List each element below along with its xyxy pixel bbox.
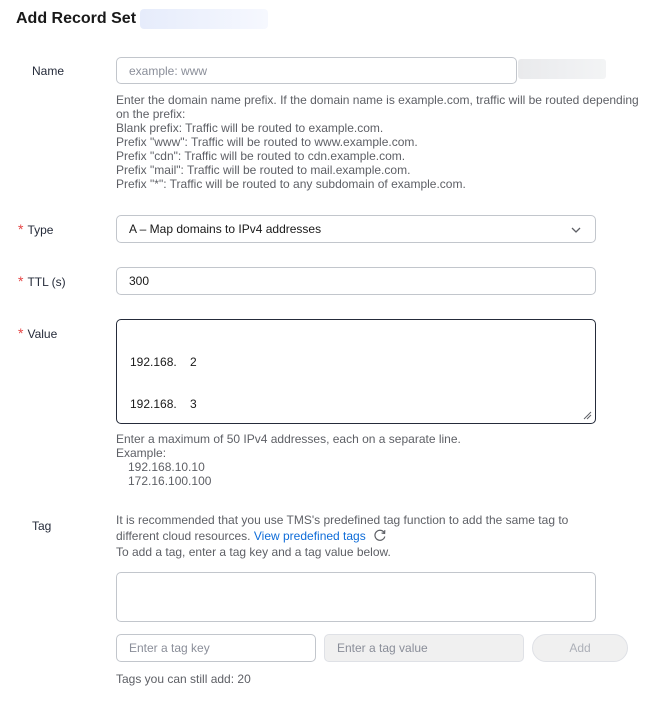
name-help <box>116 93 646 191</box>
tag-value-placeholder: Enter a tag value <box>337 641 428 655</box>
tag-help-text: different cloud resources. <box>116 529 251 543</box>
tag-help <box>116 512 636 560</box>
chevron-down-icon <box>571 225 581 235</box>
value-line: 192.168. 3 <box>130 397 197 411</box>
type-label: Type <box>27 223 54 237</box>
example-item: 192.168.10.10 <box>128 460 205 474</box>
value-textarea[interactable] <box>116 319 596 424</box>
name-help-line: Prefix "*": Traffic will be routed to any subdomain of example.com. <box>116 177 466 191</box>
name-help-line: Blank prefix: Traffic will be routed to example.com. <box>116 121 384 135</box>
tag-help-line: It is recommended that you use TMS's predefined tag function to add the same tag to <box>116 513 569 527</box>
type-select[interactable] <box>116 215 596 243</box>
name-help-line: on the prefix: <box>116 107 186 121</box>
value-label-wrap <box>18 325 57 341</box>
tag-value-input[interactable] <box>324 634 524 662</box>
value-help-text: Enter a maximum of 50 IPv4 addresses, each on a separate line. <box>116 432 461 446</box>
name-help-line: Prefix "www": Traffic will be routed to www.example.com. <box>116 135 418 149</box>
type-label-wrap <box>18 221 53 237</box>
name-help-line: Enter the domain name prefix. If the domain name is example.com, traffic will be routed depending <box>116 93 639 107</box>
tag-key-placeholder: Enter a tag key <box>129 641 210 655</box>
name-input[interactable] <box>116 57 517 84</box>
dialog-title: Add Record Set <box>16 10 137 27</box>
value-help <box>116 432 461 488</box>
redacted-region <box>140 9 268 29</box>
name-label: Name <box>32 64 65 78</box>
view-predefined-tags-link[interactable]: View predefined tags <box>253 529 366 543</box>
example-item: 172.16.100.100 <box>128 474 212 488</box>
example-label: Example: <box>116 446 167 460</box>
ttl-label: TTL (s) <box>27 275 66 289</box>
type-select-value: A – Map domains to IPv4 addresses <box>129 222 322 236</box>
required-mark: * <box>18 221 24 237</box>
tag-label: Tag <box>32 519 52 533</box>
resize-handle-icon[interactable] <box>583 411 592 420</box>
name-placeholder: example: www <box>129 63 208 78</box>
required-mark: * <box>18 325 24 341</box>
ttl-value: 300 <box>129 274 150 288</box>
name-help-line: Prefix "mail": Traffic will be routed to mail.example.com. <box>116 163 411 177</box>
ttl-label-wrap <box>18 273 66 289</box>
add-tag-button[interactable]: Add <box>532 634 628 662</box>
required-mark: * <box>18 273 24 289</box>
name-help-line: Prefix "cdn": Traffic will be routed to cdn.example.com. <box>116 149 406 163</box>
tag-key-input[interactable] <box>116 634 316 662</box>
refresh-icon[interactable] <box>373 528 387 542</box>
tag-help-line2 <box>116 528 636 544</box>
value-label: Value <box>27 327 58 341</box>
tag-help-line: To add a tag, enter a tag key and a tag value below. <box>116 545 391 559</box>
value-line: 192.168. 2 <box>130 355 197 369</box>
ttl-input[interactable] <box>116 267 596 295</box>
tag-list-box <box>116 572 596 622</box>
domain-suffix-redacted <box>518 59 606 79</box>
tags-remaining: Tags you can still add: 20 <box>116 672 251 686</box>
